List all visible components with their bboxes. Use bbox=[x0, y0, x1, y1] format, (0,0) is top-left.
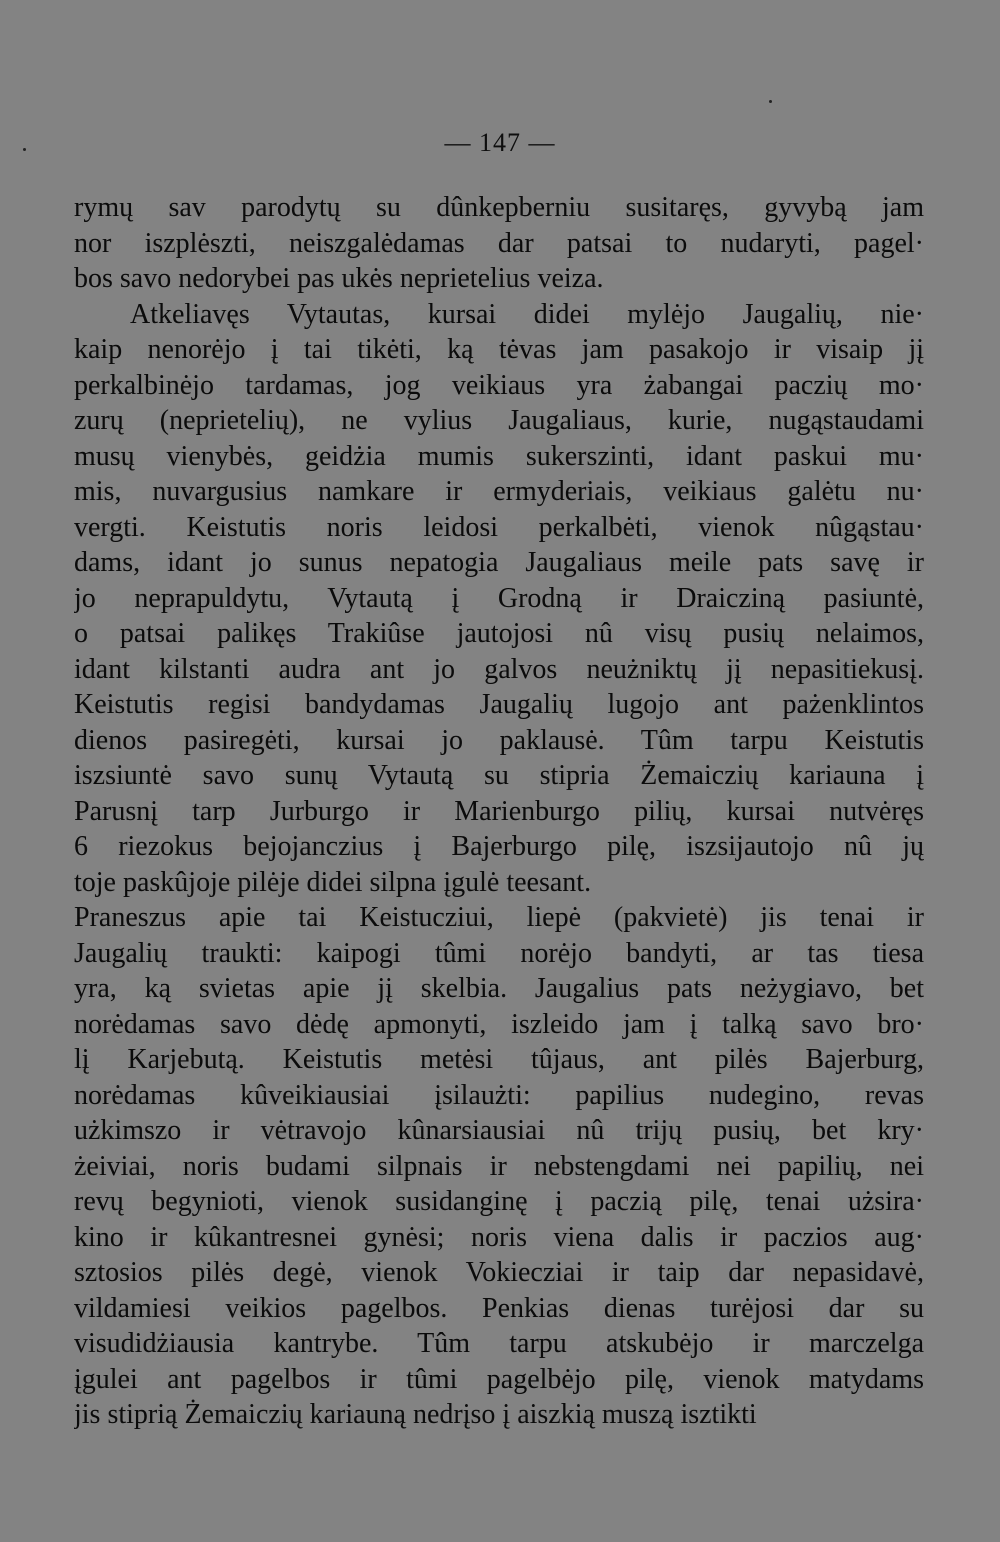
text-line: kino ir kûkantresnei gynėsi; noris viena dalis ir paczios aug· bbox=[74, 1221, 924, 1253]
text-line: Jaugalių traukti: kaipogi tûmi norėjo bandyti, ar tas tiesa bbox=[74, 937, 924, 969]
text-line: norėdamas savo dėdę apmonyti, iszleido jam į talką savo bro· bbox=[74, 1008, 924, 1040]
text-line: użkimszo ir vėtravojo kûnarsiausiai nû trijų pusių, bet kry· bbox=[74, 1115, 924, 1146]
text-line: perkalbinėjo tardamas, jog veikiaus yra żabangai paczių mo· bbox=[74, 369, 924, 401]
text-line: zurų (neprietelių), ne vylius Jaugaliaus, kurie, nugąstaudami bbox=[74, 405, 924, 436]
text-line: Atkeliavęs Vytautas, kursai didei mylėjo Jaugalių, nie· bbox=[130, 298, 924, 330]
text-line: visudidżiausia kantrybe. Tûm tarpu atskubėjo ir marczelga bbox=[74, 1328, 924, 1359]
text-line: kaip nenorėjo į tai tikėti, ką tėvas jam pasakojo ir visaip jį bbox=[74, 334, 924, 365]
text-line: sztosios pilės degė, vienok Vokiecziai ir taip dar nepasidavė, bbox=[74, 1257, 924, 1288]
text-line: įgulei ant pagelbos ir tûmi pagelbėjo pilę, vienok matydams bbox=[74, 1363, 924, 1395]
text-line: musų vienybės, geidżia mumis sukerszinti, idant paskui mu· bbox=[74, 440, 924, 472]
text-line: lį Karjebutą. Keistutis metėsi tûjaus, ant pilės Bajerburg, bbox=[74, 1044, 924, 1075]
text-line: 6 riezokus bejojanczius į Bajerburgo pilę, iszsijautojo nû jų bbox=[74, 831, 924, 862]
text-line: żeiviai, noris budami silpnais ir nebstengdami nei papilių, nei bbox=[74, 1150, 924, 1182]
scan-speck bbox=[23, 148, 26, 151]
text-line: Praneszus apie tai Keistucziui, liepė (pakvietė) jis tenai ir bbox=[74, 902, 924, 933]
text-line: yra, ką svietas apie jį skelbia. Jaugalius pats neżygiavo, bet bbox=[74, 973, 924, 1004]
text-line: vergti. Keistutis noris leidosi perkalbėti, vienok nûgąstau· bbox=[74, 511, 924, 543]
text-line: iszsiuntė savo sunų Vytautą su stipria Żemaiczių kariauna į bbox=[74, 760, 924, 791]
text-line: o patsai palikęs Trakiûse jautojosi nû visų pusių nelaimos, bbox=[74, 618, 924, 649]
text-line: nor iszplėszti, neiszgalėdamas dar patsai to nudaryti, pagel· bbox=[74, 227, 924, 259]
body-text bbox=[74, 190, 924, 1433]
text-line: vildamiesi veikios pagelbos. Penkias dienas turėjosi dar su bbox=[74, 1292, 924, 1324]
text-line: toje paskûjoje pilėje didei silpna įgulė teesant. bbox=[74, 866, 592, 898]
text-line: bos savo nedorybei pas ukės neprietelius veiza. bbox=[74, 263, 604, 294]
page-number: — 147 — bbox=[444, 128, 556, 157]
text-line: rymų sav parodytų su dûnkepberniu susitaręs, gyvybą jam bbox=[74, 192, 924, 223]
text-line: norėdamas kûveikiausiai įsilaużti: papilius nudegino, revas bbox=[74, 1079, 924, 1111]
text-line: Parusnį tarp Jurburgo ir Marienburgo pilių, kursai nutvėręs bbox=[74, 795, 924, 827]
text-line: dienos pasiregėti, kursai jo paklausė. Tûm tarpu Keistutis bbox=[74, 724, 924, 756]
scan-speck bbox=[769, 100, 772, 103]
text-line: dams, idant jo sunus nepatogia Jaugaliaus meile pats savę ir bbox=[74, 547, 924, 578]
text-line: Keistutis regisi bandydamas Jaugalių lugojo ant pażenklintos bbox=[74, 689, 924, 720]
text-line: idant kilstanti audra ant jo galvos neużniktų jį nepasitiekusį. bbox=[74, 653, 924, 685]
text-line: mis, nuvargusius namkare ir ermyderiais, veikiaus galėtu nu· bbox=[74, 476, 924, 507]
text-line: revų begynioti, vienok susidanginę į paczią pilę, tenai użsira· bbox=[74, 1186, 924, 1217]
text-line: jis stiprią Żemaiczių kariauną nedrįso į aiszkią muszą isztikti bbox=[74, 1399, 757, 1430]
text-line: jo neprapuldytu, Vytautą į Grodną ir Draicziną pasiuntė, bbox=[74, 582, 924, 614]
